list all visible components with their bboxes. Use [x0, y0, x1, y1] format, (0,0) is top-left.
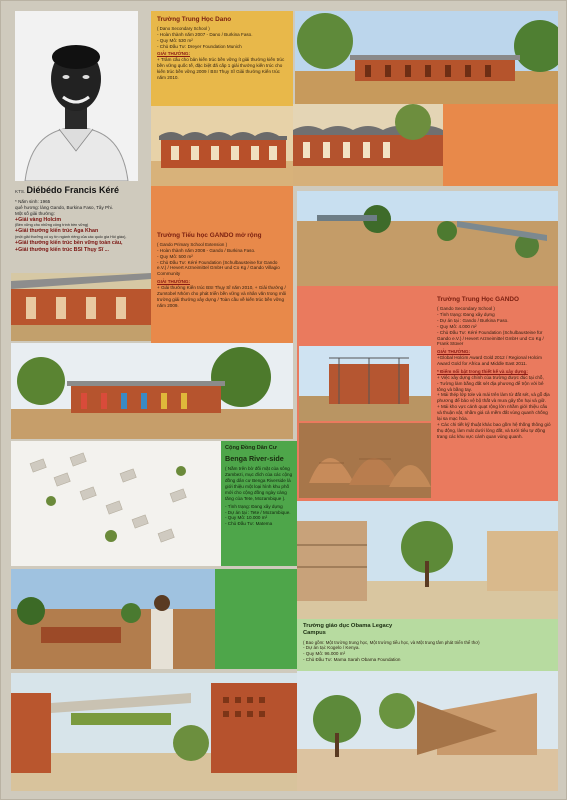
- dano-orange-block: [443, 104, 558, 186]
- gando-ext-line-2: - Quy Mô: 500 m²: [157, 253, 193, 259]
- gando-ext-photo-1: [11, 273, 151, 341]
- gando-sec-feature-1: + Việc xây dựng chính của trường được đúc tại chỗ,: [437, 374, 544, 380]
- award-aga-khan: +Giải thưởng kiến trúc Aga Khan: [15, 228, 99, 235]
- obama-line-1: - Dự án tại: Kogelo / Kenya.: [303, 645, 360, 651]
- gando-ext-panel: [151, 186, 293, 346]
- award-sustainable: +Giải thưởng kiến trúc bền vững toàn cầu,: [15, 240, 123, 247]
- gando-sec-feature-5: + Các chi tiết kỹ thuật khác bao gồm hệ thống thông gió thụ động, làm mát dưới lòng đất, và tưới tiêu tự động trang các khu vực cánh quan vùng quanh.: [437, 421, 551, 439]
- obama-title-2: Campus: [303, 630, 326, 637]
- benga-line-4: - Chủ Đầu Tư: Matema: [225, 521, 273, 527]
- birth-year: * Năm sinh: 1965: [15, 198, 51, 204]
- gando-sec-feature-4: + Mái kho vực cánh quạt rộng lớn nhằm giới thiệu cấu và thuận vật, nhằm giá cả mềm đất vùng quanh chống lại sa mạc hóa.: [437, 404, 548, 421]
- gando-sec-line-3: - Dự án tại : Gando / Burkina Faso.: [437, 317, 509, 323]
- obama-line-3: - Chủ Đầu Tư: Mama Sarah Obama Foundation: [303, 657, 401, 663]
- gando-aerial-photo: [297, 191, 558, 286]
- benga-desc: ( Nằm trên bờ đối mặt của sông Zambezi, mục đích của các cộng đồng dân cư Benga Riverside là giới thiệu một loại hình khu phố mới cho cộng đồng ngày càng tăng của Tete, Mozambique ).: [225, 466, 293, 501]
- benga-courtyard-photo: [11, 673, 297, 791]
- gando-sec-line-4: - Quy Mô: 4.000 m²: [437, 323, 477, 329]
- dano-title-prefix: Trường Trung Học: [157, 16, 214, 23]
- benga-model-photo: [11, 441, 221, 566]
- benga-line-2: - Dự án tại : Tete / Mozambique.: [225, 509, 291, 515]
- awards-intro: Một số giải thưởng:: [15, 210, 55, 216]
- dano-line-2: - Quy Mô: 530 m²: [157, 37, 193, 43]
- dano-photo-1: [295, 11, 558, 104]
- gando-sec-award-text: +Global Holcim Award Gold 2012 / Regional Holcim Award Gold for Africa and Middle East 2011.: [437, 355, 542, 367]
- gando-sec-title-name: GANDO: [495, 296, 519, 303]
- obama-render-1: [297, 501, 558, 619]
- benga-title-2: Benga River-side: [225, 454, 284, 464]
- benga-panel: [221, 441, 297, 566]
- gando-sec-feature-3: + Mái thép lớp tole và mái trên làm từ đất sét, và gỗ địa phương để bảo vệ bộ thất và mưa gây tồn hại và giữ.: [437, 392, 550, 404]
- benga-line-1: - Tình trạng: Đang xây dựng: [225, 503, 283, 509]
- gando-sec-line-2: - Tình trạng: Đang xây dựng: [437, 312, 495, 318]
- architect-info: [15, 185, 151, 254]
- dano-award-head: GIẢI THƯỞNG:: [157, 51, 190, 57]
- obama-panel: [297, 619, 558, 671]
- kts-prefix: KTS.: [15, 189, 26, 194]
- gando-ext-title-name: GANDO mở rộng: [209, 232, 262, 239]
- obama-render-2: [297, 671, 558, 791]
- gando-ext-subtitle: ( Gando Primary School Extension ): [157, 242, 228, 248]
- award-holcim-note: (Bền vững cho những công trình bền vững): [15, 223, 89, 228]
- gando-sec-title-prefix: Trường Trung Học: [437, 296, 494, 303]
- portrait-image: [15, 11, 138, 181]
- benga-line-3: - Quy Mô: 10.000 m²: [225, 515, 268, 521]
- dano-line-1: - Hoàn thành năm 2007 - Dano / Burkina Faso.: [157, 31, 253, 37]
- gando-sec-feature-2: - Tường làm bằng đất sét địa phương để trộn với bê tông và bằng tay.: [437, 380, 544, 392]
- gando-ext-line-3: - Chủ Đầu Tư: Kéré Foundation (Schulbausteine für Gando e.V.) / Hevert Arzneimittel GmbH und Co Kg / Gando Villagio Community: [157, 259, 280, 277]
- benga-green-block: [215, 569, 297, 669]
- gando-ext-photo-2: [11, 343, 293, 439]
- gando-sec-line-5: - Chủ Đầu Tư: Kéré Foundation (Schulbausteine für Gando e.V.) / Hevert Arzneimittel GmbH und Co Kg / Frank Stüver: [437, 329, 544, 347]
- gando-ext-award-head: GIẢI THƯỞNG:: [157, 279, 190, 285]
- dano-photo-3: [293, 104, 443, 186]
- dano-panel: [151, 11, 293, 106]
- gando-sec-line-1: ( Gando Secondary School ): [437, 306, 495, 312]
- benga-title-1: Cộng Đồng Dân Cư: [225, 445, 277, 451]
- hometown: quê hương: làng Gando, Burkina Faso, Tây Phi.: [15, 204, 113, 210]
- dano-award-text: + Trâm cấu cho bản kiến trúc bền vững ít giải thưởng kiến trúc bền vững quốc tế, đặc biệt đã cấp 1 giải thưởng kiến trúc cho kiến trúc bền vững 2009 / BSI Thụy Sĩ Giải thưởng Kiến trúc năm 2010.: [157, 57, 285, 80]
- obama-line-2: - Quy Mô: 96.000 m²: [303, 651, 346, 657]
- dano-photo-2: [151, 106, 293, 186]
- award-aga-khan-note: (một giải thưởng có uy tín ngành riêng của các quốc gia Hồi giáo),: [15, 235, 127, 240]
- gando-ext-award-text: + Giải thưởng Kiến trúc BSI Thụy Sĩ năm 2010, + Giải thưởng / Zumtobel Nhóm cho phát triển bền vững và nhân văn trong môi trường giải thưởng xây dựng / Toàn cầu về kiến trúc bền vững năm 2009.: [157, 285, 287, 308]
- benga-site-photo: [11, 569, 215, 669]
- dano-subtitle: ( Dano Secondary School ): [157, 26, 210, 32]
- gando-ext-line-1: - Hoàn thành năm 2008 - Gando / Burkina Faso.: [157, 247, 256, 253]
- dano-line-3: - Chủ Đầu Tư: Dreyer Foundation Munich: [157, 43, 242, 49]
- gando-sec-features-head: * Điểm nổi bật trong thiết kế và xây dựng:: [437, 368, 528, 374]
- award-holcim: +Giải vàng Holcim: [15, 216, 62, 223]
- dano-title-name: Dano: [215, 16, 232, 23]
- gando-construction-photo-2: [299, 423, 431, 498]
- gando-construction-photo-1: [299, 346, 431, 421]
- architect-portrait: [15, 11, 138, 181]
- obama-subtitle: ( Bao gồm: Một trường trung học, Một trường tiểu học, và Một trung tâm phát triển thể thơ): [303, 639, 480, 645]
- gando-ext-title-prefix: Trường Tiểu học: [157, 232, 208, 239]
- architect-name: Diébédo Francis Kéré: [26, 185, 120, 195]
- gando-sec-award-head: GIẢI THƯỞNG:: [437, 349, 470, 355]
- obama-title-1: Trường giáo dục Obama Legacy: [303, 623, 393, 629]
- award-bsi: +Giải thưởng kiến trúc BSI Thụy Sĩ ...: [15, 247, 109, 254]
